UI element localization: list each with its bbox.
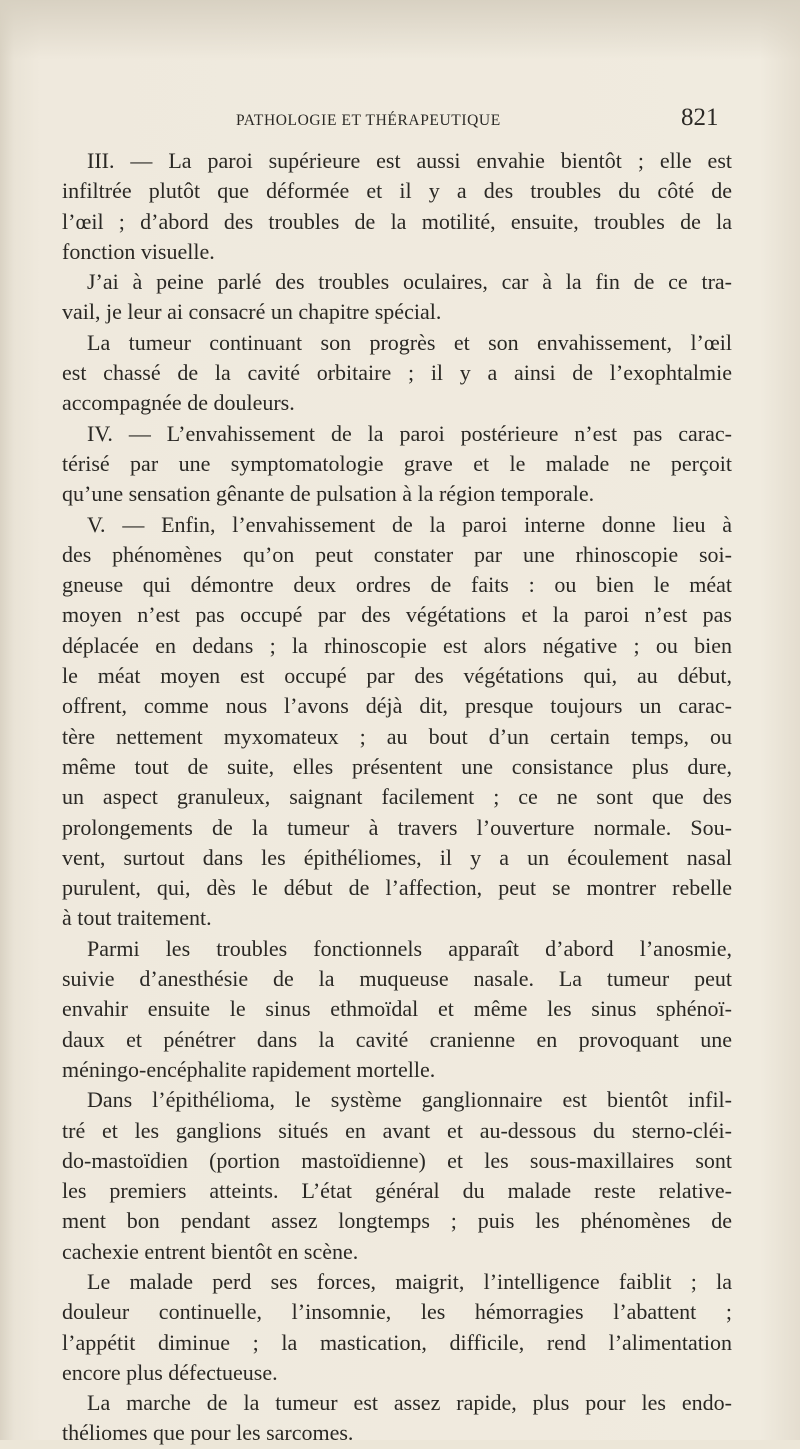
text-line: IV. — L’envahissement de la paroi postérieure n’est pas carac-: [87, 420, 732, 446]
text-line: offrent, comme nous l’avons déjà dit, presque toujours un carac-: [62, 693, 732, 719]
text-line: les premiers atteints. L’état général du malade reste relative-: [62, 1178, 732, 1204]
text-line: La marche de la tumeur est assez rapide, plus pour les endo-: [87, 1390, 732, 1416]
running-title: PATHOLOGIE ET THÉRAPEUTIQUE: [236, 112, 501, 129]
text-line: douleur continuelle, l’insomnie, les hémorragies l’abattent ;: [62, 1299, 732, 1325]
text-line: tré et les ganglions situés en avant et au-dessous du sterno-cléi-: [62, 1117, 732, 1143]
text-line: cachexie entrent bientôt en scène.: [62, 1238, 359, 1264]
text-line: même tout de suite, elles présentent une consistance plus dure,: [62, 753, 732, 779]
text-line: Dans l’épithélioma, le système ganglionnaire est bientôt infil-: [87, 1087, 732, 1113]
text-line: fonction visuelle.: [62, 238, 215, 264]
text-line: suivie d’anesthésie de la muqueuse nasale. La tumeur peut: [62, 966, 732, 992]
text-line: déplacée en dedans ; la rhinoscopie est alors négative ; ou bien: [62, 632, 732, 658]
text-line: méningo-encéphalite rapidement mortelle.: [62, 1056, 436, 1082]
text-line: térisé par une symptomatologie grave et le malade ne perçoit: [62, 450, 732, 476]
text-line: moyen n’est pas occupé par des végétations et la paroi n’est pas: [62, 602, 732, 628]
text-line: accompagnée de douleurs.: [62, 390, 295, 416]
text-line: infiltrée plutôt que déformée et il y a des troubles du côté de: [62, 178, 732, 204]
text-line: des phénomènes qu’on peut constater par une rhinoscopie soi-: [62, 541, 732, 567]
text-line: tère nettement myxomateux ; au bout d’un certain temps, ou: [62, 723, 732, 749]
text-line: est chassé de la cavité orbitaire ; il y a ainsi de l’exophtalmie: [62, 360, 732, 386]
text-line: qu’une sensation gênante de pulsation à la région temporale.: [62, 481, 595, 507]
text-line: J’ai à peine parlé des troubles oculaires, car à la fin de ce tra-: [87, 269, 732, 295]
text-line: do-mastoïdien (portion mastoïdienne) et les sous-maxillaires sont: [62, 1147, 732, 1173]
text-line: envahir ensuite le sinus ethmoïdal et même les sinus sphénoï-: [62, 996, 732, 1022]
page-header: [0, 104, 800, 140]
text-line: ment bon pendant assez longtemps ; puis les phénomènes de: [62, 1208, 732, 1234]
text-line: théliomes que pour les sarcomes.: [62, 1420, 354, 1446]
text-line: V. — Enfin, l’envahissement de la paroi interne donne lieu à: [87, 511, 732, 537]
text-line: Parmi les troubles fonctionnels apparaît d’abord l’anosmie,: [87, 935, 732, 961]
page-scan-shadow: [0, 0, 800, 60]
text-line: le méat moyen est occupé par des végétations qui, au début,: [62, 663, 732, 689]
text-line: prolongements de la tumeur à travers l’ouverture normale. Sou-: [62, 814, 732, 840]
text-line: l’œil ; d’abord des troubles de la motilité, ensuite, troubles de la: [62, 208, 732, 234]
text-line: gneuse qui démontre deux ordres de faits : ou bien le méat: [62, 572, 732, 598]
text-line: daux et pénétrer dans la cavité cranienne en provoquant une: [62, 1026, 732, 1052]
page-number: 821: [681, 104, 719, 131]
text-line: encore plus défectueuse.: [62, 1359, 278, 1385]
text-line: vent, surtout dans les épithéliomes, il y a un écoulement nasal: [62, 844, 732, 870]
text-line: III. — La paroi supérieure est aussi envahie bientôt ; elle est: [87, 148, 732, 173]
text-line: l’appétit diminue ; la mastication, difficile, rend l’alimentation: [62, 1329, 732, 1355]
text-line: Le malade perd ses forces, maigrit, l’intelligence faiblit ; la: [87, 1268, 732, 1294]
text-line: à tout traitement.: [62, 905, 212, 931]
body-text: [62, 146, 732, 1449]
text-line: purulent, qui, dès le début de l’affection, peut se montrer rebelle: [62, 875, 732, 901]
text-line: un aspect granuleux, saignant facilement ; ce ne sont que des: [62, 784, 732, 810]
text-line: La tumeur continuant son progrès et son envahissement, l’œil: [87, 329, 732, 355]
text-line: vail, je leur ai consacré un chapitre spécial.: [62, 299, 442, 325]
